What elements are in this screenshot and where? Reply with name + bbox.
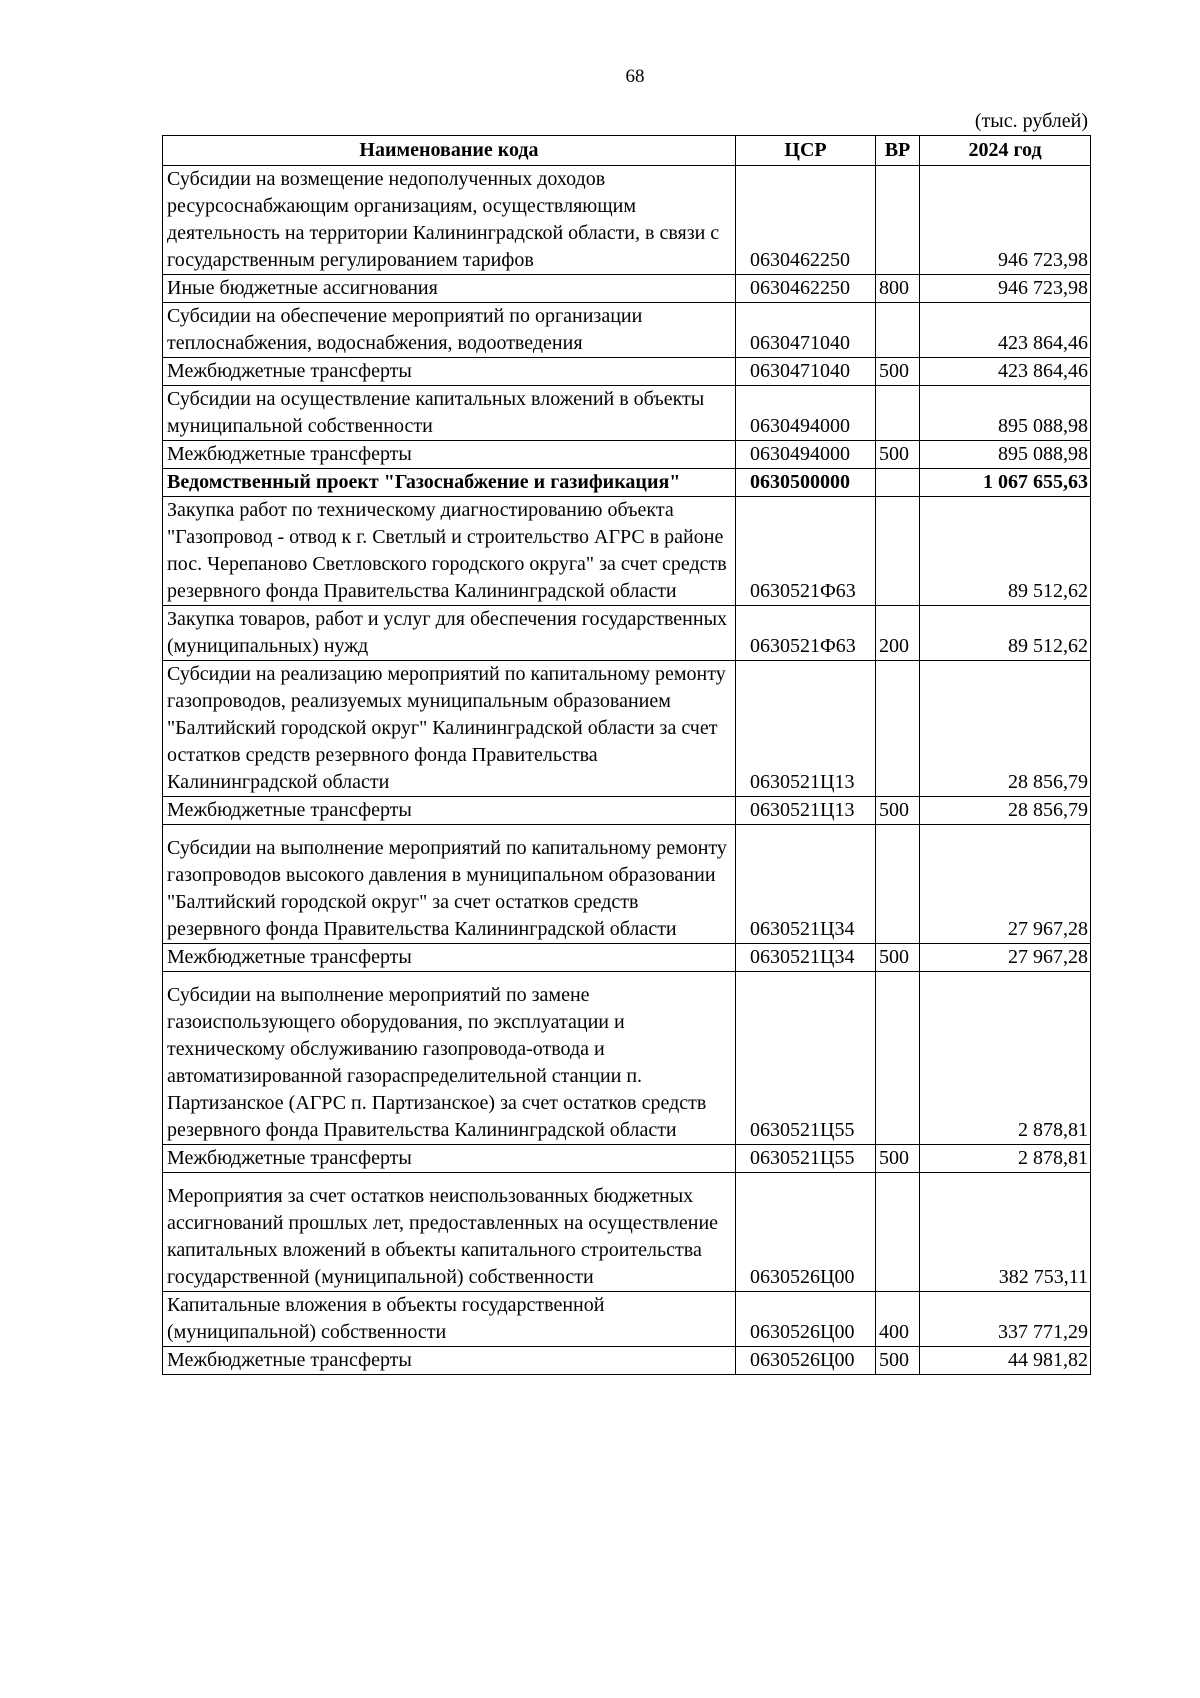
cell-sum: 2 878,81 [920, 972, 1091, 1145]
cell-csr: 0630471040 [736, 303, 876, 358]
cell-vr: 200 [876, 606, 920, 661]
cell-csr: 0630494000 [736, 386, 876, 441]
cell-vr [876, 303, 920, 358]
cell-csr: 0630494000 [736, 441, 876, 469]
cell-vr [876, 497, 920, 606]
cell-name: Межбюджетные трансферты [163, 441, 736, 469]
cell-csr: 0630521Ц55 [736, 972, 876, 1145]
table-row [163, 275, 1091, 303]
table-row [163, 469, 1091, 497]
cell-vr [876, 469, 920, 497]
cell-csr: 0630521Ц13 [736, 661, 876, 797]
cell-sum: 946 723,98 [920, 166, 1091, 275]
cell-sum: 44 981,82 [920, 1347, 1091, 1375]
cell-csr: 0630521Ц13 [736, 797, 876, 825]
cell-name: Ведомственный проект "Газоснабжение и газификация" [163, 469, 736, 497]
cell-sum: 27 967,28 [920, 825, 1091, 944]
cell-name: Капитальные вложения в объекты государственной (муниципальной) собственности [163, 1292, 736, 1347]
table-row [163, 944, 1091, 972]
table-row [163, 497, 1091, 606]
cell-name: Иные бюджетные ассигнования [163, 275, 736, 303]
cell-name: Мероприятия за счет остатков неиспользованных бюджетных ассигнований прошлых лет, предоставленных на осуществление капитальных вложений в объекты капитального строительства государственной (муниципальной) собственности [163, 1173, 736, 1292]
cell-sum: 423 864,46 [920, 358, 1091, 386]
cell-sum: 28 856,79 [920, 661, 1091, 797]
table-row [163, 825, 1091, 944]
cell-name: Межбюджетные трансферты [163, 358, 736, 386]
cell-csr: 0630462250 [736, 275, 876, 303]
cell-name: Межбюджетные трансферты [163, 1347, 736, 1375]
cell-vr: 500 [876, 1347, 920, 1375]
cell-sum: 382 753,11 [920, 1173, 1091, 1292]
cell-vr [876, 1173, 920, 1292]
cell-sum: 89 512,62 [920, 606, 1091, 661]
cell-name: Субсидии на выполнение мероприятий по капитальному ремонту газопроводов высокого давления в муниципальном образовании "Балтийский городской округ" за счет остатков средств резервного фонда Правительства Калининградской области [163, 825, 736, 944]
cell-sum: 28 856,79 [920, 797, 1091, 825]
cell-csr: 0630471040 [736, 358, 876, 386]
table-row [163, 166, 1091, 275]
cell-sum: 1 067 655,63 [920, 469, 1091, 497]
cell-name: Межбюджетные трансферты [163, 944, 736, 972]
table-row [163, 386, 1091, 441]
page-number: 68 [625, 66, 645, 87]
cell-name: Межбюджетные трансферты [163, 1145, 736, 1173]
header-vr: ВР [876, 136, 920, 166]
cell-vr [876, 166, 920, 275]
cell-name: Субсидии на обеспечение мероприятий по организации теплоснабжения, водоснабжения, водоотведения [163, 303, 736, 358]
cell-sum: 2 878,81 [920, 1145, 1091, 1173]
table-row [163, 1292, 1091, 1347]
cell-csr: 0630521Ц55 [736, 1145, 876, 1173]
cell-csr: 0630526Ц00 [736, 1173, 876, 1292]
cell-csr: 0630526Ц00 [736, 1292, 876, 1347]
cell-sum: 89 512,62 [920, 497, 1091, 606]
cell-name: Субсидии на возмещение недополученных доходов ресурсоснабжающим организациям, осуществляющим деятельность на территории Калининградской области, в связи с государственным регулированием тарифов [163, 166, 736, 275]
cell-csr: 0630521Ц34 [736, 944, 876, 972]
cell-vr: 500 [876, 441, 920, 469]
cell-vr: 800 [876, 275, 920, 303]
cell-vr [876, 386, 920, 441]
cell-csr: 0630521Ц34 [736, 825, 876, 944]
cell-csr: 0630526Ц00 [736, 1347, 876, 1375]
cell-vr: 500 [876, 358, 920, 386]
table-row [163, 441, 1091, 469]
cell-name: Закупка товаров, работ и услуг для обеспечения государственных (муниципальных) нужд [163, 606, 736, 661]
cell-name: Субсидии на выполнение мероприятий по замене газоиспользующего оборудования, по эксплуатации и техническому обслуживанию газопровода-отвода и автоматизированной газораспределительной станции п. Партизанское (АГРС п. Партизанское) за счет остатков средств резервного фонда Правительства Калининградской области [163, 972, 736, 1145]
cell-name: Субсидии на осуществление капитальных вложений в объекты муниципальной собственности [163, 386, 736, 441]
table-row [163, 1173, 1091, 1292]
header-year: 2024 год [920, 136, 1091, 166]
table-row [163, 303, 1091, 358]
table-header-row [163, 136, 1091, 166]
cell-name: Субсидии на реализацию мероприятий по капитальному ремонту газопроводов, реализуемых муниципальным образованием "Балтийский городской округ" Калининградской области за счет остатков средств резервного фонда Правительства Калининградской области [163, 661, 736, 797]
table-row [163, 661, 1091, 797]
cell-name: Закупка работ по техническому диагностированию объекта "Газопровод - отвод к г. Светлый и строительство АГРС в районе пос. Черепаново Светловского городского округа" за счет средств резервного фонда Правительства Калининградской области [163, 497, 736, 606]
cell-vr: 500 [876, 797, 920, 825]
cell-sum: 423 864,46 [920, 303, 1091, 358]
cell-sum: 946 723,98 [920, 275, 1091, 303]
cell-sum: 27 967,28 [920, 944, 1091, 972]
table-row [163, 797, 1091, 825]
cell-sum: 337 771,29 [920, 1292, 1091, 1347]
cell-csr: 0630521Ф63 [736, 606, 876, 661]
cell-sum: 895 088,98 [920, 386, 1091, 441]
cell-vr: 500 [876, 1145, 920, 1173]
cell-vr [876, 825, 920, 944]
budget-table [162, 135, 1091, 1375]
cell-vr [876, 661, 920, 797]
table-row [163, 1347, 1091, 1375]
cell-csr: 0630500000 [736, 469, 876, 497]
cell-name: Межбюджетные трансферты [163, 797, 736, 825]
units-label: (тыс. рублей) [974, 110, 1088, 132]
cell-sum: 895 088,98 [920, 441, 1091, 469]
table-row [163, 1145, 1091, 1173]
table-row [163, 358, 1091, 386]
cell-vr: 500 [876, 944, 920, 972]
header-csr: ЦСР [736, 136, 876, 166]
cell-vr [876, 972, 920, 1145]
table-row [163, 606, 1091, 661]
table-row [163, 972, 1091, 1145]
header-name: Наименование кода [163, 136, 736, 166]
cell-vr: 400 [876, 1292, 920, 1347]
cell-csr: 0630462250 [736, 166, 876, 275]
cell-csr: 0630521Ф63 [736, 497, 876, 606]
